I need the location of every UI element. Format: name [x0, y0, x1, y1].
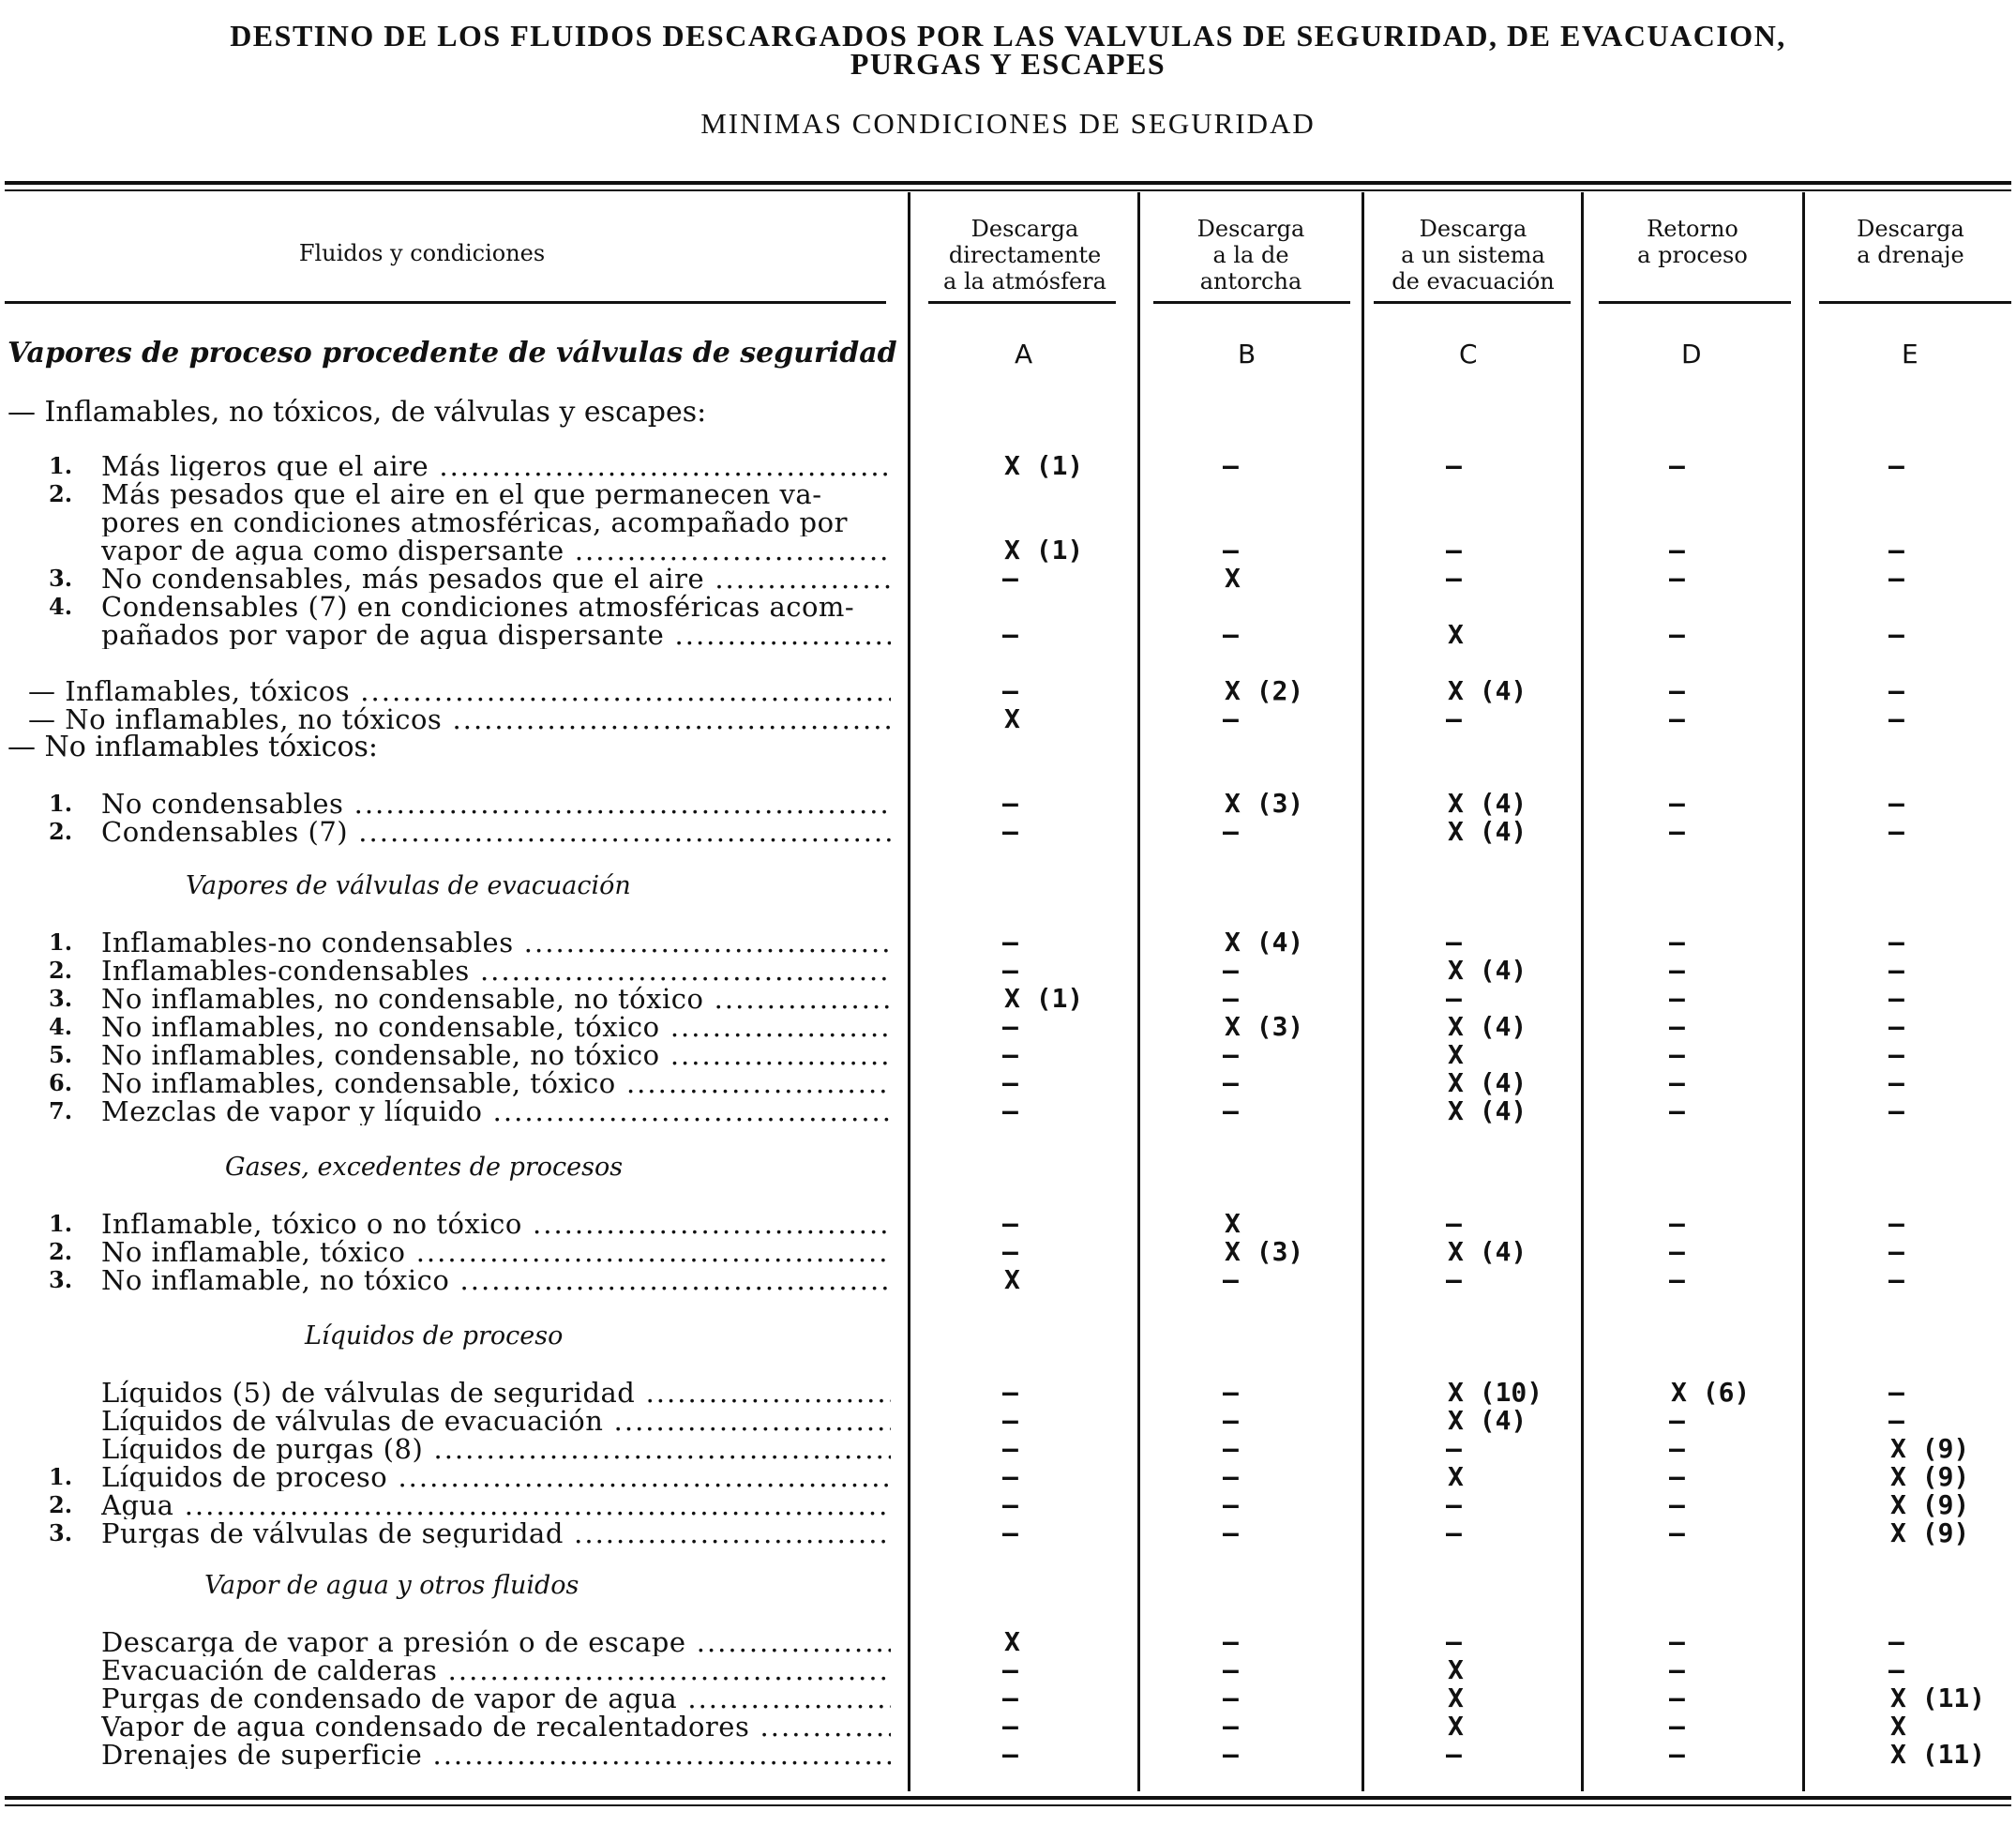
cell-col-a: —	[1002, 816, 1018, 847]
cell-col-d: —	[1669, 1208, 1685, 1239]
cell-col-d: —	[1669, 1405, 1685, 1436]
table-row	[0, 705, 2016, 733]
cell-col-d: —	[1669, 955, 1685, 986]
table-row	[0, 985, 2016, 1013]
row-label: Inflamable, tóxico o no tóxico .....	[101, 1210, 891, 1238]
row-number: 1.	[49, 790, 73, 817]
cell-col-d: —	[1669, 927, 1685, 958]
cell-col-b: —	[1223, 955, 1239, 986]
row-label: Evacuación de calderas .....	[101, 1656, 891, 1684]
cell-col-e: —	[1888, 1067, 1904, 1098]
row-label: No inflamable, no tóxico .....	[101, 1266, 891, 1294]
cell-col-b: —	[1223, 1405, 1239, 1436]
cell-col-b: —	[1223, 1489, 1239, 1520]
cell-col-b: —	[1223, 619, 1239, 650]
cell-col-a: —	[1002, 1208, 1018, 1239]
cell-col-e: —	[1888, 955, 1904, 986]
cell-col-b: —	[1223, 1377, 1239, 1408]
cell-col-b: —	[1223, 983, 1239, 1014]
cell-col-c: X (4)	[1448, 816, 1527, 847]
cell-col-a: X (1)	[1004, 983, 1084, 1014]
header-underline-b	[1153, 301, 1350, 304]
cell-col-c: —	[1446, 703, 1462, 734]
cell-col-b: —	[1223, 1067, 1239, 1098]
cell-col-c: X (4)	[1448, 675, 1527, 706]
table-row	[0, 1435, 2016, 1463]
section-vapores-proceso: Vapores de proceso procedente de válvulas de seguridad	[8, 337, 897, 370]
cell-col-b: —	[1223, 1095, 1239, 1126]
cell-col-a: —	[1002, 1489, 1018, 1520]
cell-col-e: —	[1888, 1377, 1904, 1408]
row-label: Vapor de agua condensado de recalentadores .....	[101, 1713, 891, 1741]
cell-col-e: X (11)	[1890, 1683, 1986, 1713]
cell-col-d: X (6)	[1671, 1377, 1751, 1408]
row-label: Purgas de condensado de vapor de agua .....	[101, 1684, 891, 1713]
column-letter-e: E	[1902, 339, 1918, 370]
row-label: Inflamables-no condensables .....	[101, 928, 891, 957]
cell-col-a: —	[1002, 1067, 1018, 1098]
cell-col-c: —	[1446, 1739, 1462, 1770]
table-row	[0, 480, 2016, 508]
section-vapores-evacuacion: Vapores de válvulas de evacuación	[186, 871, 631, 900]
cell-col-b: X	[1225, 563, 1241, 594]
cell-col-c: X (4)	[1448, 1011, 1527, 1042]
row-label: Líquidos de purgas (8) .....	[101, 1435, 891, 1463]
document-subtitle: MINIMAS CONDICIONES DE SEGURIDAD	[700, 107, 1316, 140]
table-row	[0, 1491, 2016, 1519]
table-row	[0, 1013, 2016, 1041]
cell-col-d: —	[1669, 1739, 1685, 1770]
cell-col-e: —	[1888, 1236, 1904, 1267]
table-row	[0, 1379, 2016, 1407]
cell-col-b: —	[1223, 1264, 1239, 1295]
cell-col-e: —	[1888, 563, 1904, 594]
row-label: No inflamable, tóxico .....	[101, 1238, 891, 1266]
header-underline-e	[1819, 301, 2011, 304]
row-label: Agua .....	[101, 1491, 891, 1519]
table-row	[0, 957, 2016, 985]
cell-col-d: —	[1669, 1489, 1685, 1520]
cell-col-e: X (11)	[1890, 1739, 1986, 1770]
section-inflamables-no-toxicos: — Inflamables, no tóxicos, de válvulas y escapes:	[8, 396, 707, 429]
table-row	[0, 1210, 2016, 1238]
section-liquidos-proceso: Líquidos de proceso	[305, 1321, 564, 1351]
cell-col-c: X	[1448, 1711, 1464, 1742]
cell-col-e: —	[1888, 1208, 1904, 1239]
cell-col-d: —	[1669, 563, 1685, 594]
row-number: 2.	[49, 1491, 73, 1518]
cell-col-a: —	[1002, 955, 1018, 986]
table-row	[0, 928, 2016, 957]
cell-col-e: —	[1888, 1626, 1904, 1657]
header-col-b: Descarga a la de antorcha	[1196, 216, 1305, 294]
row-number: 4.	[49, 593, 73, 620]
cell-col-a: —	[1002, 1517, 1018, 1548]
cell-col-b: —	[1223, 816, 1239, 847]
row-number: 1.	[49, 928, 73, 956]
row-label: Líquidos de válvulas de evacuación .....	[101, 1407, 891, 1435]
row-label: No condensables .....	[101, 790, 891, 818]
row-number: 7.	[49, 1097, 73, 1124]
cell-col-a: X (1)	[1004, 535, 1084, 566]
table-row	[0, 1238, 2016, 1266]
row-number: 1.	[49, 1463, 73, 1490]
cell-col-e: X (9)	[1890, 1489, 1970, 1520]
table-row	[0, 1266, 2016, 1294]
cell-col-b: —	[1223, 1683, 1239, 1713]
table-row	[0, 818, 2016, 846]
cell-col-a: —	[1002, 927, 1018, 958]
header-fluids: Fluidos y condiciones	[298, 240, 546, 266]
cell-col-c: X	[1448, 1039, 1464, 1070]
section-no-inflamables-toxicos: — No inflamables tóxicos:	[8, 731, 379, 763]
cell-col-c: X	[1448, 1683, 1464, 1713]
cell-col-c: —	[1446, 1264, 1462, 1295]
cell-col-c: X (4)	[1448, 955, 1527, 986]
cell-col-a: X	[1004, 703, 1020, 734]
row-number: 6.	[49, 1069, 73, 1096]
table-row	[0, 508, 2016, 536]
cell-col-d: —	[1669, 450, 1685, 481]
table-row	[0, 1097, 2016, 1125]
top-rule-thick	[5, 181, 2011, 185]
cell-col-b: —	[1223, 1433, 1239, 1464]
row-label: Drenajes de superficie .....	[101, 1741, 891, 1769]
cell-col-b: —	[1223, 1461, 1239, 1492]
cell-col-e: —	[1888, 1405, 1904, 1436]
table-row	[0, 1628, 2016, 1656]
row-label: Mezclas de vapor y líquido .....	[101, 1097, 891, 1125]
cell-col-b: X (4)	[1225, 927, 1304, 958]
cell-col-d: —	[1669, 788, 1685, 819]
header-underline-d	[1599, 301, 1791, 304]
row-number: 1.	[49, 452, 73, 479]
cell-col-b: —	[1223, 450, 1239, 481]
table-row	[0, 1684, 2016, 1713]
row-label: No condensables, más pesados que el aire .....	[101, 565, 891, 593]
table-row	[0, 790, 2016, 818]
cell-col-d: —	[1669, 1011, 1685, 1042]
cell-col-b: X	[1225, 1208, 1241, 1239]
cell-col-a: —	[1002, 563, 1018, 594]
column-letter-b: B	[1238, 339, 1256, 370]
cell-col-e: X	[1890, 1711, 1906, 1742]
cell-col-b: —	[1223, 703, 1239, 734]
table-row	[0, 621, 2016, 649]
cell-col-e: —	[1888, 927, 1904, 958]
table-row	[0, 1407, 2016, 1435]
cell-col-c: —	[1446, 1517, 1462, 1548]
row-number: 4.	[49, 1013, 73, 1040]
cell-col-c: X (4)	[1448, 1095, 1527, 1126]
cell-col-d: —	[1669, 535, 1685, 566]
header-underline-c	[1374, 301, 1571, 304]
cell-col-d: —	[1669, 703, 1685, 734]
row-label: No inflamables, no condensable, tóxico .....	[101, 1013, 891, 1041]
cell-col-c: X (4)	[1448, 1067, 1527, 1098]
cell-col-a: —	[1002, 619, 1018, 650]
row-label: Más pesados que el aire en el que permanecen va-	[101, 480, 822, 508]
cell-col-e: —	[1888, 450, 1904, 481]
cell-col-a: X	[1004, 1626, 1020, 1657]
column-letter-d: D	[1681, 339, 1702, 370]
cell-col-b: X (3)	[1225, 1236, 1304, 1267]
document-title-line2: PURGAS Y ESCAPES	[850, 47, 1166, 81]
cell-col-d: —	[1669, 983, 1685, 1014]
table-row	[0, 1741, 2016, 1769]
cell-col-c: —	[1446, 1208, 1462, 1239]
row-label: Líquidos (5) de válvulas de seguridad .....	[101, 1379, 891, 1407]
cell-col-d: —	[1669, 1067, 1685, 1098]
cell-col-d: —	[1669, 1039, 1685, 1070]
row-number: 5.	[49, 1041, 73, 1068]
table-row	[0, 1041, 2016, 1069]
table-row	[0, 1519, 2016, 1547]
table-row	[0, 452, 2016, 480]
cell-col-b: X (3)	[1225, 788, 1304, 819]
cell-col-b: X (3)	[1225, 1011, 1304, 1042]
row-number: 3.	[49, 1266, 73, 1293]
cell-col-d: —	[1669, 1095, 1685, 1126]
cell-col-c: X (4)	[1448, 1405, 1527, 1436]
cell-col-a: —	[1002, 788, 1018, 819]
row-label: — No inflamables, no tóxicos .....	[28, 705, 891, 733]
cell-col-d: —	[1669, 1683, 1685, 1713]
cell-col-d: —	[1669, 816, 1685, 847]
cell-col-a: —	[1002, 1405, 1018, 1436]
cell-col-d: —	[1669, 1711, 1685, 1742]
cell-col-e: —	[1888, 619, 1904, 650]
row-label: Más ligeros que el aire .....	[101, 452, 891, 480]
row-label: No inflamables, condensable, tóxico .....	[101, 1069, 891, 1097]
row-label: No inflamables, condensable, no tóxico .....	[101, 1041, 891, 1069]
cell-col-e: —	[1888, 703, 1904, 734]
cell-col-e: X (9)	[1890, 1517, 1970, 1548]
row-number: 2.	[49, 818, 73, 845]
cell-col-b: —	[1223, 1039, 1239, 1070]
cell-col-c: —	[1446, 927, 1462, 958]
row-label: pañados por vapor de agua dispersante .....	[101, 621, 891, 649]
row-number: 1.	[49, 1210, 73, 1237]
cell-col-a: —	[1002, 1711, 1018, 1742]
column-letter-a: A	[1015, 339, 1033, 370]
cell-col-e: —	[1888, 1264, 1904, 1295]
document-title-line1: DESTINO DE LOS FLUIDOS DESCARGADOS POR LAS VALVULAS DE SEGURIDAD, DE EVACUACION,	[230, 19, 1786, 53]
row-label: Condensables (7) en condiciones atmosféricas acom-	[101, 593, 855, 621]
cell-col-b: —	[1223, 1654, 1239, 1685]
table-row	[0, 593, 2016, 621]
cell-col-b: —	[1223, 1711, 1239, 1742]
cell-col-e: —	[1888, 1095, 1904, 1126]
cell-col-e: —	[1888, 1654, 1904, 1685]
cell-col-c: —	[1446, 1626, 1462, 1657]
cell-col-e: —	[1888, 816, 1904, 847]
row-label: pores en condiciones atmosféricas, acompañado por	[101, 508, 848, 536]
cell-col-a: —	[1002, 1011, 1018, 1042]
row-number: 3.	[49, 985, 73, 1012]
header-underline-fluids	[5, 301, 886, 304]
cell-col-b: X (2)	[1225, 675, 1304, 706]
table-row	[0, 1713, 2016, 1741]
cell-col-e: —	[1888, 788, 1904, 819]
cell-col-e: —	[1888, 1039, 1904, 1070]
table-row	[0, 1069, 2016, 1097]
cell-col-b: —	[1223, 1626, 1239, 1657]
row-label: — Inflamables, tóxicos .....	[28, 677, 891, 705]
row-number: 3.	[49, 1519, 73, 1547]
cell-col-c: —	[1446, 1433, 1462, 1464]
cell-col-d: —	[1669, 1461, 1685, 1492]
bottom-rule-thin	[5, 1804, 2011, 1806]
cell-col-d: —	[1669, 675, 1685, 706]
cell-col-e: X (9)	[1890, 1433, 1970, 1464]
row-label: No inflamables, no condensable, no tóxico .....	[101, 985, 891, 1013]
section-vapor-agua: Vapor de agua y otros fluidos	[204, 1571, 579, 1600]
table-row	[0, 1463, 2016, 1491]
column-letter-c: C	[1459, 339, 1478, 370]
cell-col-d: —	[1669, 1626, 1685, 1657]
cell-col-d: —	[1669, 1433, 1685, 1464]
header-col-a: Descarga directamente a la atmósfera	[943, 216, 1106, 294]
cell-col-c: X	[1448, 1654, 1464, 1685]
row-label: Descarga de vapor a presión o de escape .....	[101, 1628, 891, 1656]
cell-col-c: —	[1446, 535, 1462, 566]
cell-col-a: —	[1002, 1236, 1018, 1267]
cell-col-a: —	[1002, 1739, 1018, 1770]
cell-col-b: —	[1223, 1517, 1239, 1548]
cell-col-d: —	[1669, 1236, 1685, 1267]
bottom-rule-thick	[5, 1796, 2011, 1800]
row-label: vapor de agua como dispersante .....	[101, 536, 891, 565]
cell-col-c: X	[1448, 1461, 1464, 1492]
table-row	[0, 536, 2016, 565]
cell-col-c: —	[1446, 1489, 1462, 1520]
cell-col-c: X (4)	[1448, 788, 1527, 819]
cell-col-e: —	[1888, 1011, 1904, 1042]
cell-col-c: X	[1448, 619, 1464, 650]
header-col-c: Descarga a un sistema de evacuación	[1392, 216, 1555, 294]
cell-col-a: —	[1002, 1377, 1018, 1408]
row-number: 2.	[49, 480, 73, 507]
cell-col-e: —	[1888, 983, 1904, 1014]
cell-col-c: X (4)	[1448, 1236, 1527, 1267]
cell-col-c: —	[1446, 563, 1462, 594]
row-label: Condensables (7) .....	[101, 818, 891, 846]
header-underline-a	[928, 301, 1116, 304]
cell-col-d: —	[1669, 1517, 1685, 1548]
header-col-e: Descarga a drenaje	[1857, 216, 1964, 268]
row-number: 2.	[49, 1238, 73, 1265]
row-label: Inflamables-condensables .....	[101, 957, 891, 985]
top-rule-thin	[5, 189, 2011, 191]
cell-col-a: —	[1002, 1095, 1018, 1126]
cell-col-e: —	[1888, 535, 1904, 566]
cell-col-e: —	[1888, 675, 1904, 706]
cell-col-c: —	[1446, 450, 1462, 481]
cell-col-a: X	[1004, 1264, 1020, 1295]
cell-col-a: —	[1002, 1654, 1018, 1685]
cell-col-e: X (9)	[1890, 1461, 1970, 1492]
table-row	[0, 565, 2016, 593]
cell-col-a: —	[1002, 675, 1018, 706]
table-row	[0, 677, 2016, 705]
row-label: Líquidos de proceso .....	[101, 1463, 891, 1491]
cell-col-d: —	[1669, 1264, 1685, 1295]
row-number: 2.	[49, 957, 73, 984]
header-col-d: Retorno a proceso	[1637, 216, 1748, 268]
cell-col-b: —	[1223, 1739, 1239, 1770]
cell-col-d: —	[1669, 619, 1685, 650]
cell-col-d: —	[1669, 1654, 1685, 1685]
cell-col-c: —	[1446, 983, 1462, 1014]
cell-col-b: —	[1223, 535, 1239, 566]
cell-col-a: —	[1002, 1683, 1018, 1713]
section-gases-excedentes: Gases, excedentes de procesos	[225, 1153, 624, 1182]
table-row	[0, 1656, 2016, 1684]
cell-col-a: —	[1002, 1433, 1018, 1464]
row-number: 3.	[49, 565, 73, 592]
row-label: Purgas de válvulas de seguridad .....	[101, 1519, 891, 1547]
cell-col-a: —	[1002, 1039, 1018, 1070]
cell-col-a: X (1)	[1004, 450, 1084, 481]
cell-col-c: X (10)	[1448, 1377, 1543, 1408]
cell-col-a: —	[1002, 1461, 1018, 1492]
